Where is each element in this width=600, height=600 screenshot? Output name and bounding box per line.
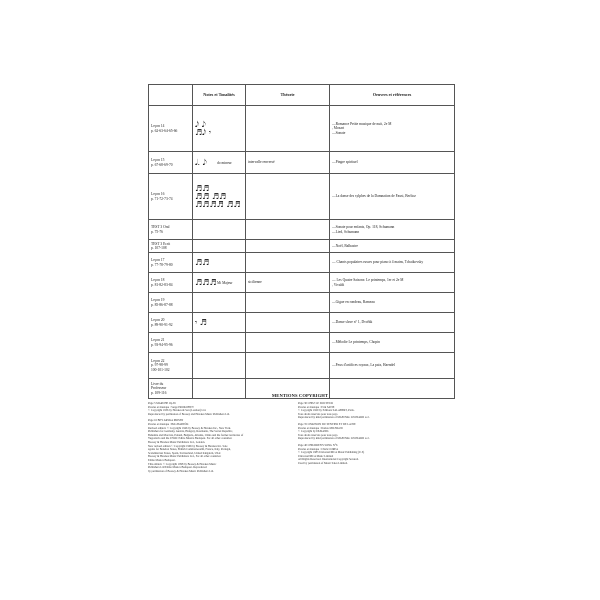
credit-line: © Copyright 1929 by Editions SALABERT, Paris. xyxy=(298,409,355,413)
lesson-cell xyxy=(149,273,193,293)
work-reference: —Danse slave n° 1, Dvořák xyxy=(332,320,373,325)
credit-line: Boosey & Hawkes Music Publishers Ltd., London. xyxy=(148,440,206,444)
credit-line: Universal/MCA Music Limited xyxy=(298,454,334,458)
note-glyph: 𝄾 ♬ xyxy=(195,317,207,327)
notes-cell xyxy=(193,253,246,273)
lesson-line: Leçon 20 xyxy=(151,318,165,323)
credit-line: Reproduced by permission of Boosey and Hawkes Music Publishers Ltd. xyxy=(148,412,230,416)
notes-cell xyxy=(193,293,246,313)
notes-cell xyxy=(193,333,246,353)
note-glyph: ♬♬ ♬♬ xyxy=(195,191,227,201)
lesson-line: p. 93-94-95-96 xyxy=(151,342,173,347)
lesson-line: p. 109-116 xyxy=(151,390,167,395)
work-reference: , Mozart xyxy=(332,126,345,131)
credit-line: Page 40 CHILDREN'S SONG N°6 xyxy=(298,443,338,447)
theory-cell xyxy=(246,174,330,220)
lesson-cell xyxy=(149,293,193,313)
work-reference: , Vivaldi xyxy=(332,282,345,287)
notes-cell xyxy=(193,174,246,220)
notes-cell xyxy=(193,273,246,293)
lesson-cell xyxy=(149,333,193,353)
works-cell xyxy=(330,313,455,333)
note-glyph: ♬♬ xyxy=(195,257,210,267)
credit-line: Yugoslavia and the USSR: Editio Musica Budapest. For all other countries: xyxy=(148,437,233,441)
table-row xyxy=(149,273,455,293)
credit-line: Page 16 BEY ARSKA PRISEN xyxy=(148,419,184,423)
credit-line: Editio Musica Budapest. xyxy=(148,458,176,462)
work-reference: — Les Quatre Saisons: Le printemps, 1er et 2e M xyxy=(332,278,404,283)
header-theory: Théorie xyxy=(246,85,330,106)
credit-line: Reproduced by kind permission of MGB HAL LEONARD s.r.l. xyxy=(298,416,370,420)
lesson-line: Leçon 17 xyxy=(151,258,165,263)
lesson-line: Leçon 18 xyxy=(151,278,165,283)
table-row xyxy=(149,240,455,253)
work-reference: —Sonate xyxy=(332,130,346,135)
table-row xyxy=(149,174,455,220)
credit-block xyxy=(148,402,268,416)
notes-cell xyxy=(193,106,246,152)
tonality-label: Mi Majeur xyxy=(217,280,233,285)
notes-cell xyxy=(193,353,246,379)
notes-cell xyxy=(193,220,246,240)
note-glyph: 𝅘𝅥𝅮 𝅘𝅥𝅮 xyxy=(195,119,206,129)
lesson-cell xyxy=(149,353,193,379)
credit-line: Publishers Ltd/Editio Musica Budapest. Reproduced xyxy=(148,466,207,470)
lesson-cell xyxy=(149,253,193,273)
lesson-line: p. 62-63-64-65-66 xyxy=(151,128,178,133)
credits-left-column xyxy=(148,402,268,476)
works-cell xyxy=(330,220,455,240)
credit-line: New revised edition © Copyright 1996 by Boosey & Hawkes Inc. Sole xyxy=(148,444,228,448)
theory-cell: sicilienne xyxy=(246,273,330,293)
lesson-line: Professeur xyxy=(151,386,167,391)
lesson-table xyxy=(148,84,455,399)
theory-cell xyxy=(246,240,330,253)
rhythm-notation xyxy=(195,259,243,267)
theory-cell xyxy=(246,293,330,313)
works-cell xyxy=(330,353,455,379)
theory-cell xyxy=(246,353,330,379)
header-notes: Notes et Tonalités xyxy=(193,85,246,106)
lesson-line: p. 77-78-79-80 xyxy=(151,262,173,267)
credit-line: All Rights Reserved. International Copyright Secured. xyxy=(298,458,359,462)
lesson-line: p. 75-76 xyxy=(151,229,163,234)
work-reference: —Noël, Balbastre xyxy=(332,243,358,248)
work-reference: —Lied, Schumann xyxy=(332,229,360,234)
header-lesson xyxy=(149,85,193,106)
mentions-title: MENTIONS COPYRIGHT xyxy=(271,393,329,398)
credit-line: Paroles et musique : Chick COREA xyxy=(298,447,339,451)
credit-block xyxy=(298,444,448,466)
work-reference: —Feux d'artifices royaux, La paix, Haendel xyxy=(332,363,396,368)
lesson-line: Livre du xyxy=(151,382,164,387)
note-glyph: ♬♬ xyxy=(195,183,210,193)
note-glyph: ♬♬♬♬ ♬♬ xyxy=(195,199,241,209)
theory-cell: intervalle renversé xyxy=(246,152,330,174)
table-row xyxy=(149,353,455,379)
work-reference: —Pingre spirituel xyxy=(332,160,358,165)
rhythm-notation xyxy=(195,319,243,327)
table-row xyxy=(149,293,455,313)
credit-line: Publishers for Germany, Austria, Hungary, Roumania, The Soviet Republic, xyxy=(148,430,233,434)
credits-right-column xyxy=(298,402,448,469)
lesson-cell xyxy=(149,240,193,253)
works-cell xyxy=(330,273,455,293)
credit-line: Page 35 CHANSON DU SENTIER ET DE LA PIE xyxy=(298,422,356,426)
lesson-cell xyxy=(149,174,193,220)
table-row xyxy=(149,313,455,333)
theory-cell xyxy=(246,220,330,240)
lesson-cell xyxy=(149,152,193,174)
credit-line: Paroles et musique : Béla BARTÓK xyxy=(148,422,189,426)
works-cell xyxy=(330,253,455,273)
credit-line: Tous droits réservés pour tous pays. xyxy=(298,412,339,416)
notes-cell xyxy=(193,152,246,174)
note-glyph: 𝅘𝅥. 𝅘𝅥𝅮 xyxy=(195,157,207,167)
lesson-cell xyxy=(149,220,193,240)
credit-line: Paroles et musique : Darius MILHAUD xyxy=(298,426,343,430)
credit-line: Revised edition: © Copyright 1946 by Boosey & Hawkes Inc., New York. xyxy=(148,426,231,430)
lesson-line: Leçon 19 xyxy=(151,298,165,303)
works-cell xyxy=(330,106,455,152)
note-glyph: ♬♬♬ xyxy=(195,277,217,287)
credit-line: Boosey & Hawkes Music Publishers Ltd., For all other countries: xyxy=(148,455,222,459)
theory-cell xyxy=(246,253,330,273)
work-reference: — Chants populaires russes pour piano à 4 mains, Tchaikovsky xyxy=(332,260,424,265)
credit-line: Tous droits réservés pour tous pays. xyxy=(298,433,339,437)
credit-line: Paroles et musique : Serge PROKOFIEV xyxy=(148,405,195,409)
credit-line: Scandinavian States, Spain, Switzerland, United Kingdom, USA: xyxy=(148,451,222,455)
credit-line: agents for Benelux States, British Commonwealth, France, Italy, Portugal, xyxy=(148,448,232,452)
lesson-line: p. 107-108 xyxy=(151,246,167,250)
credit-line: © Copyright by DURAND. xyxy=(298,430,330,434)
credit-block xyxy=(298,402,448,420)
credit-line: Used by permission of Music Sales Limited. xyxy=(298,461,348,465)
lesson-cell xyxy=(149,313,193,333)
table-header-row xyxy=(149,85,455,106)
notes-cell xyxy=(193,240,246,253)
notes-cell xyxy=(193,313,246,333)
lesson-cell xyxy=(149,106,193,152)
lesson-line: p. 85-86-87-88 xyxy=(151,302,173,307)
table-row xyxy=(149,106,455,152)
tonality-label: do mineur xyxy=(217,160,232,165)
lesson-line: 100-101-102 xyxy=(151,367,170,372)
work-reference: —Romance Petite musique de nuit, 2e M xyxy=(332,122,392,127)
lesson-line: Leçon 22 xyxy=(151,359,165,364)
credit-block xyxy=(148,419,268,473)
lesson-line: p. 71-72-73-74 xyxy=(151,196,173,201)
lesson-line: p. 97-98-99 xyxy=(151,363,168,368)
table-row xyxy=(149,253,455,273)
note-glyph: ♬𝅘𝅥𝅮 𝄾 xyxy=(195,127,212,137)
work-reference: —Sonate pour enfants, Op. 118, Schumann xyxy=(332,225,395,230)
credit-line: by permission of Boosey & Hawkes Music Publishers Ltd. xyxy=(148,469,214,473)
lesson-line: p. 67-68-69-70 xyxy=(151,162,173,167)
lesson-line: p. 81-82-83-84 xyxy=(151,282,173,287)
lesson-line: Leçon 14 xyxy=(151,124,165,129)
header-works: Oeuvres et références xyxy=(330,85,455,106)
works-cell xyxy=(330,333,455,353)
theory-cell xyxy=(246,106,330,152)
works-cell xyxy=(330,152,455,174)
credit-line: Reproduced by kind permission of MGB HAL LEONARD s.r.l. xyxy=(298,437,370,441)
table-row xyxy=(149,152,455,174)
works-cell xyxy=(330,240,455,253)
credit-line: This edition: © Copyright 1998 by Boosey & Hawkes Music xyxy=(148,462,217,466)
theory-cell xyxy=(246,333,330,353)
work-reference: —La danse des sylphes de la Damnation de Faust, Berlioz xyxy=(332,194,416,199)
table-row xyxy=(149,333,455,353)
credit-line: © Copyright 1936 by Hawkes & Son (London) Ltd. xyxy=(148,409,207,413)
rhythm-notation xyxy=(195,121,243,137)
lesson-line: Leçon 15 xyxy=(151,158,165,163)
credit-line: Page 30 CHEZ LE DOCTEUR xyxy=(298,402,333,405)
credit-line: Bohemia and Moravia, Poland, Bulgaria, Albania, China and the former territories of xyxy=(148,433,244,437)
credit-line: Page 5 MARCHE Op.65 xyxy=(148,402,176,405)
credit-block xyxy=(298,423,448,441)
rhythm-notation xyxy=(195,185,243,209)
work-reference: —Gigue en rondeau, Rameau xyxy=(332,300,375,305)
lesson-line: TEST 3 Ecrit xyxy=(151,241,171,246)
works-cell xyxy=(330,174,455,220)
lesson-line: TEST 3 Oral xyxy=(151,225,170,230)
credit-line: Paroles et musique : Erik SATIE xyxy=(298,405,335,409)
theory-cell xyxy=(246,313,330,333)
work-reference: —Mélodie Le printemps, Chopin xyxy=(332,340,380,345)
table-row xyxy=(149,220,455,240)
works-cell xyxy=(330,293,455,313)
credit-line: © Copyright 1983 Universal/MCA Music Publishing (U.S) xyxy=(298,451,365,455)
lesson-line: Leçon 21 xyxy=(151,338,165,343)
lesson-line: Leçon 16 xyxy=(151,192,165,197)
lesson-line: p. 89-90-91-92 xyxy=(151,322,173,327)
